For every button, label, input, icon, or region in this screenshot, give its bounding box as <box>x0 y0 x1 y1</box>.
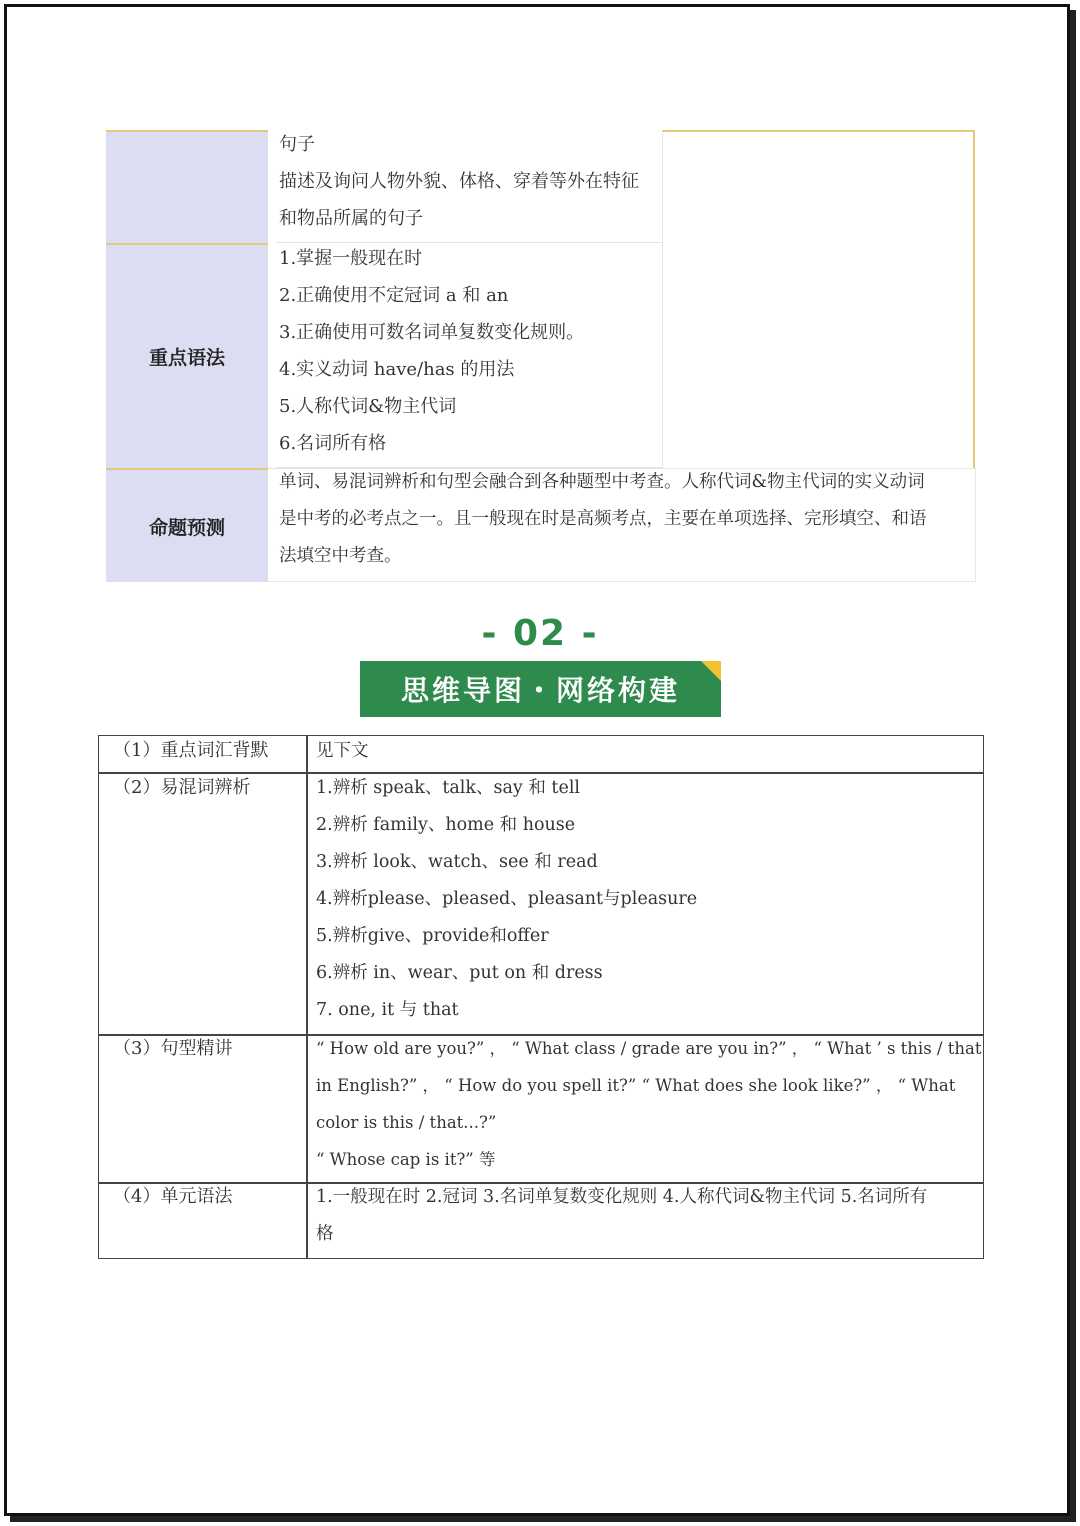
grammar-label: 重点语法 <box>106 243 268 468</box>
text-line: 4.辨析please、pleased、pleasant与pleasure <box>316 889 698 909</box>
text-line: 是中考的必考点之一。且一般现在时是高频考点，主要在单项选择、完形填空、和语 <box>279 509 927 529</box>
section-banner <box>360 661 721 717</box>
sentences-content <box>276 126 662 243</box>
text-line: 3.正确使用可数名词单复数变化规则。 <box>279 322 585 343</box>
table-bottom-bar <box>106 580 268 582</box>
text-line: in English?” ， “ How do you spell it?” “ What does she look like?” ， “ What <box>316 1076 956 1095</box>
text-line: 2.辨析 family、home 和 house <box>316 815 576 835</box>
text-line: 格 <box>316 1224 334 1244</box>
text-line: 3.辨析 look、watch、see 和 read <box>316 852 598 872</box>
frame-shadow-right <box>1070 10 1076 1520</box>
prediction-label: 命题预测 <box>106 468 268 582</box>
text-line: 法填空中考查。 <box>279 546 402 566</box>
prediction-content <box>276 464 968 582</box>
text-line: color is this / that...?” <box>316 1113 497 1132</box>
text-line: 单词、易混词辨析和句型会融合到各种题型中考查。人称代词&物主代词的实义动词 <box>279 472 925 492</box>
row-label: （2）易混词辨析 <box>113 777 251 798</box>
grammar-row <box>106 243 976 468</box>
row-content <box>316 773 975 1032</box>
banner-corner-accent <box>701 661 721 681</box>
text-line: 1.掌握一般现在时 <box>279 248 423 269</box>
mind-map-table <box>98 735 984 1259</box>
text-line: 句子 <box>279 134 315 155</box>
text-line: 1.一般现在时 2.冠词 3.名词单复数变化规则 4.人称代词&物主代词 5.名词所有 <box>316 1187 928 1207</box>
sentences-row <box>106 130 976 243</box>
text-line: 2.正确使用不定冠词 a 和 an <box>279 285 509 306</box>
text-line: 5.人称代词&物主代词 <box>279 396 457 417</box>
grammar-content <box>276 240 662 468</box>
frame-shadow-bottom <box>10 1516 1076 1522</box>
sentences-row-label <box>106 130 268 243</box>
row-label: （1）重点词汇背默 <box>113 740 269 761</box>
row-content <box>316 736 975 773</box>
text-line: 6.名词所有格 <box>279 433 387 454</box>
text-line: 和物品所属的句子 <box>279 208 423 229</box>
text-line: “ How old are you?” ， “ What class / grade are you in?” ， “ What ’ s this / that <box>316 1039 982 1058</box>
text-line: 6.辨析 in、wear、put on 和 dress <box>316 963 603 983</box>
text-line: 见下文 <box>316 741 369 761</box>
row-label: （3）句型精讲 <box>113 1038 233 1059</box>
text-line: 5.辨析give、provide和offer <box>316 926 549 946</box>
section-title: 思维导图・网络构建 <box>400 674 680 707</box>
text-line: 7. one, it 与 that <box>316 1000 459 1020</box>
section-number: - 02 - <box>481 613 599 654</box>
row-content <box>316 1182 975 1256</box>
column-divider <box>306 736 308 1258</box>
prediction-row <box>106 468 976 582</box>
text-line: 4.实义动词 have/has 的用法 <box>279 359 515 380</box>
row-content <box>316 1034 982 1182</box>
text-line: 描述及询问人物外貌、体格、穿着等外在特征 <box>279 171 639 192</box>
row-label: （4）单元语法 <box>113 1186 233 1207</box>
text-line: “ Whose cap is it?” 等 <box>316 1150 496 1169</box>
text-line: 1.辨析 speak、talk、say 和 tell <box>316 778 581 798</box>
